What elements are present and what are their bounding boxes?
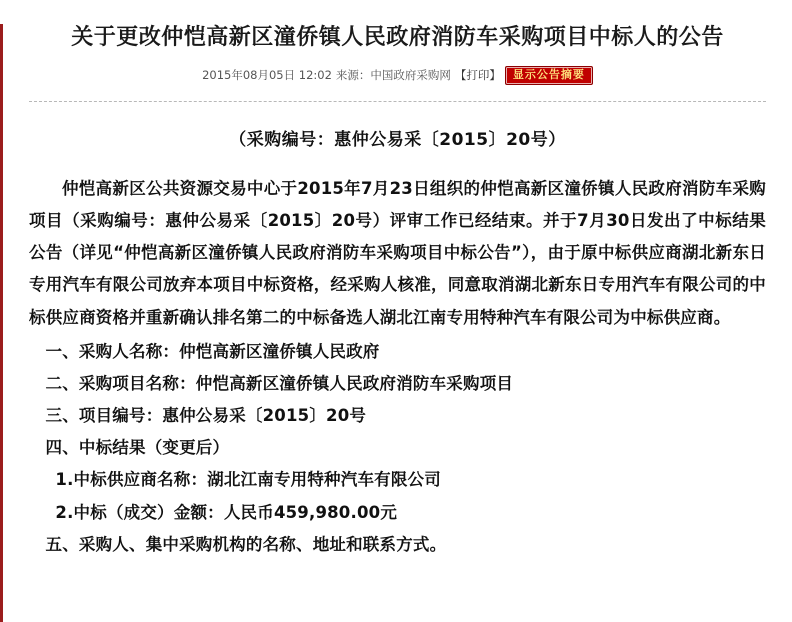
show-summary-badge[interactable]: 显示公告摘要 <box>505 66 593 85</box>
document-inner <box>3 24 792 561</box>
list-item: 五、采购人、集中采购机构的名称、地址和联系方式。 <box>45 534 447 554</box>
body-paragraph: 仲恺高新区公共资源交易中心于2015年7月23日组织的仲恺高新区潼侨镇人民政府消防车采购项目（采购编号：惠仲公易采〔2015〕20号）评审工作已经结束。并于7月30日发出了中标结果公告（详见“仲恺高新区潼侨镇人民政府消防车采购项目中标公告”），由于原中标供应商湖北新东日专用汽车有限公司放弃本项目中标资格，经采购人核准，同意取消湖北新东日专用汽车有限公司的中标供应商资格并重新确认排名第二的中标备选人湖北江南专用特种汽车有限公司为中标供应商。 <box>29 178 766 327</box>
list-item: 二、采购项目名称：仲恺高新区潼侨镇人民政府消防车采购项目 <box>45 373 514 393</box>
document-page <box>0 24 792 622</box>
list-item: 1.中标供应商名称：湖北江南专用特种汽车有限公司 <box>55 470 441 490</box>
list-item: 四、中标结果（变更后） <box>45 438 230 458</box>
document-body <box>29 124 766 561</box>
list-item: 一、采购人名称：仲恺高新区潼侨镇人民政府 <box>45 341 380 361</box>
print-link[interactable]: 【打印】 <box>454 68 501 83</box>
page-title: 关于更改仲恺高新区潼侨镇人民政府消防车采购项目中标人的公告 <box>71 25 724 50</box>
publish-datetime: 2015年08月05日 12:02 <box>202 68 332 83</box>
document-meta <box>29 66 766 85</box>
source-label: 来源：中国政府采购网 <box>335 68 451 83</box>
list-item: 三、项目编号：惠仲公易采〔2015〕20号 <box>45 406 367 426</box>
list-item: 2.中标（成交）金额：人民币459,980.00元 <box>55 502 398 522</box>
divider <box>29 101 766 102</box>
procurement-number-subtitle: （采购编号：惠仲公易采〔2015〕20号） <box>229 129 566 150</box>
